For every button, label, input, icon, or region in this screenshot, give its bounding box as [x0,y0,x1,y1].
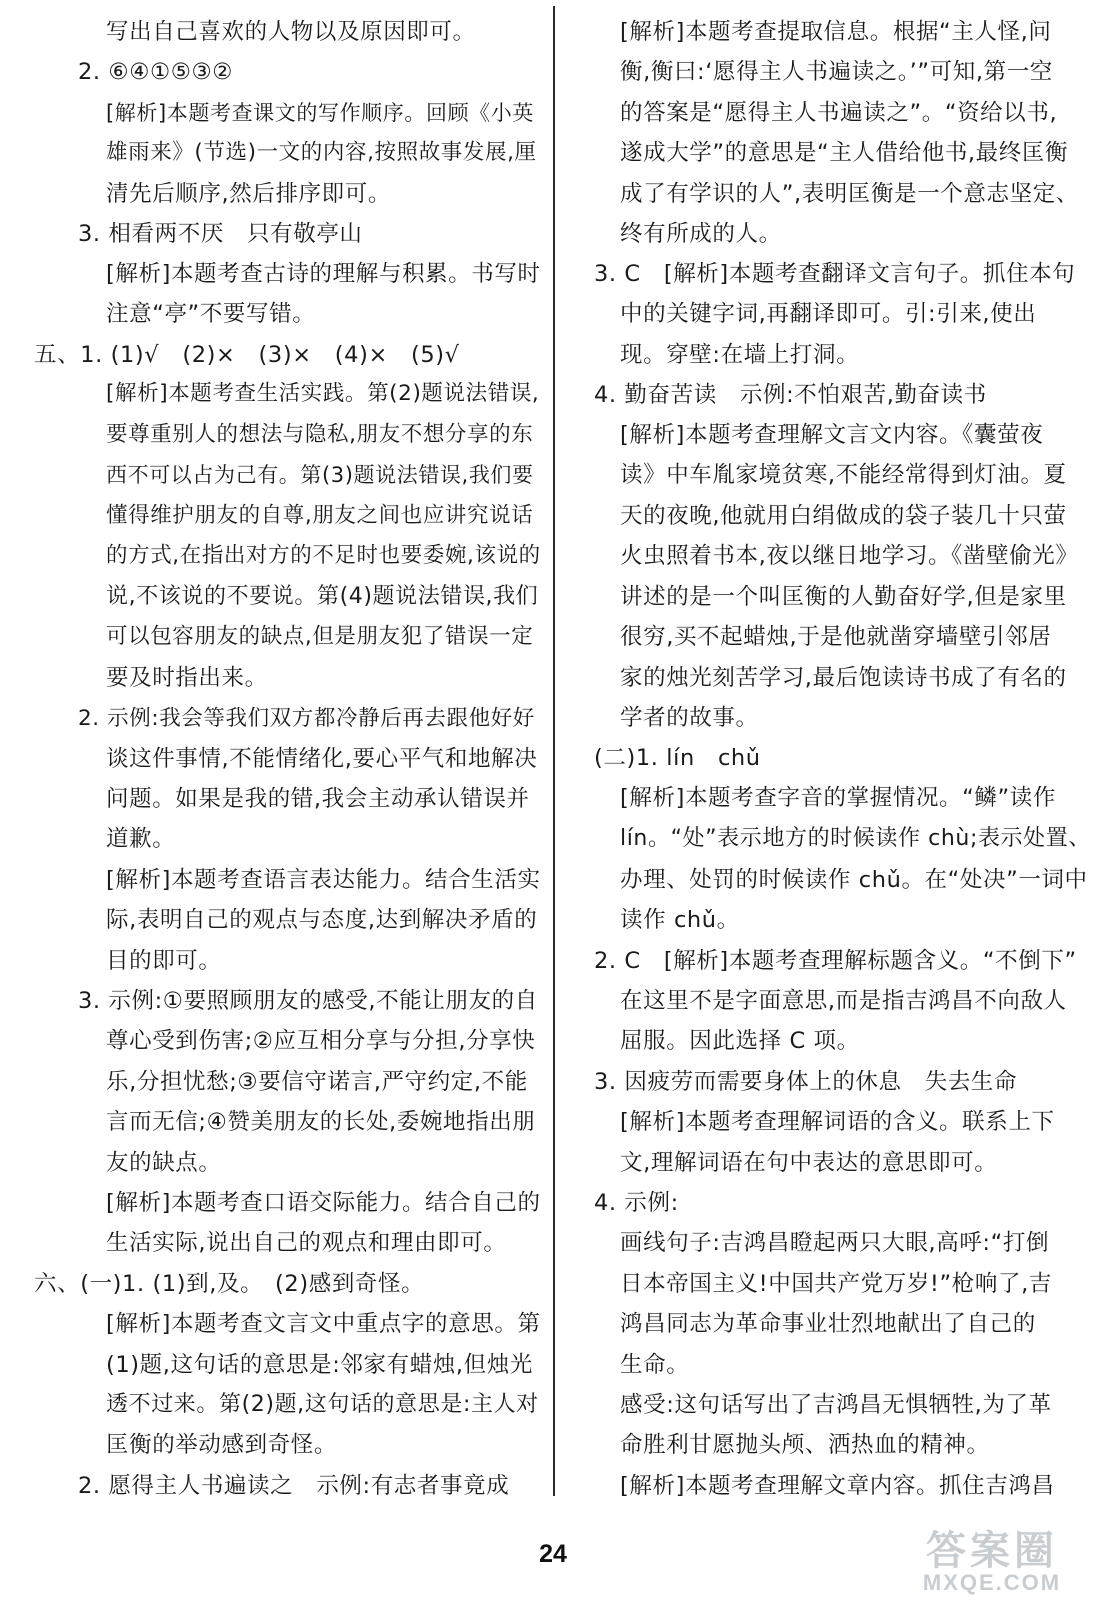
left-text-line: 友的缺点。 [106,1150,222,1176]
left-text-line: 谈这件事情,不能情绪化,要心平气和地解决 [106,746,538,772]
right-text-line: 画线句子:吉鸿昌瞪起两只大眼,高呼:“打倒 [620,1230,1050,1256]
right-text-line: 屈服。因此选择 C 项。 [620,1028,860,1054]
right-text-line: 读作 chǔ。 [620,907,740,933]
right-text-line: [解析]本题考查字音的掌握情况。“鳞”读作 [620,785,1056,811]
right-text-line: lín。“处”表示地方的时候读作 chù;表示处置、 [620,826,1091,851]
right-text-line: 天的夜晚,他就用白绢做成的袋子装几十只萤 [620,503,1067,529]
left-text-line: 匡衡的举动感到奇怪。 [106,1432,338,1458]
right-text-line: 讲述的是一个叫匡衡的人勤奋好学,但是家里 [620,584,1067,610]
right-text-line: 4. 示例: [594,1190,679,1216]
right-text-line: 读》中车胤家境贫寒,不能经常得到灯油。夏 [620,462,1067,488]
right-text-line: 衡,衡曰:‘愿得主人书遍读之。’”可知,第一空 [620,59,1053,85]
left-text-line: 透不过来。第(2)题,这句话的意思是:主人对 [106,1392,539,1417]
right-text-line: [解析]本题考查理解文章内容。抓住吉鸿昌 [620,1473,1055,1499]
watermark-url: MXQE.COM [922,1570,1062,1595]
left-text-line: 际,表明自己的观点与态度,达到解决矛盾的 [106,907,538,933]
right-text-line: 家的烛光刻苦学习,最后饱读诗书成了有名的 [620,665,1067,691]
right-text-line: [解析]本题考查理解文言文内容。《囊萤夜 [620,422,1044,448]
left-text-line: [解析]本题考查古诗的理解与积累。书写时 [106,261,541,287]
right-text-line: 4. 勤奋苦读 示例:不怕艰苦,勤奋读书 [594,382,987,408]
right-text-line: 感受:这句话写出了吉鸿昌无惧牺牲,为了革 [620,1392,1052,1418]
left-text-line: 目的即可。 [106,948,222,974]
right-text-line: 鸿昌同志为革命事业壮烈地献出了自己的 [620,1311,1036,1337]
right-text-line: 现。穿壁:在墙上打洞。 [620,342,860,368]
left-text-line: 六、(一)1. (1)到,及。 (2)感到奇怪。 [34,1271,425,1297]
left-text-line: 2. 示例:我会等我们双方都冷静后再去跟他好好 [78,706,535,731]
watermark-text: 答案圈 [926,1529,1058,1573]
left-text-line: [解析]本题考查文言文中重点字的意思。第 [106,1311,541,1337]
left-text-line: (1)题,这句话的意思是:邻家有蜡烛,但烛光 [106,1352,533,1378]
left-text-line: 3. 示例:①要照顾朋友的感受,不能让朋友的自 [78,988,538,1014]
left-text-line: 2. ⑥④①⑤③② [78,59,234,85]
left-text-line: 言而无信;④赞美朋友的长处,委婉地指出朋 [106,1109,536,1135]
right-text-line: 很穷,买不起蜡烛,于是他就凿穿墙壁引邻居 [620,624,1052,650]
right-text-line: 3. 因疲劳而需要身体上的休息 失去生命 [594,1069,1018,1095]
left-text-line: 尊心受到伤害;②应互相分享与分担,分享快 [106,1028,536,1054]
right-text-line: 在这里不是字面意思,而是指吉鸿昌不向敌人 [620,988,1067,1014]
right-text-line: (二)1. lín chǔ [594,745,761,771]
right-text-line: 终有所成的人。 [620,221,782,247]
left-text-line: 西不可以占为己有。第(3)题说法错误,我们要 [106,463,534,487]
right-text-line: [解析]本题考查理解词语的含义。联系上下 [620,1109,1055,1135]
right-text-line: 遂成大学”的意思是“主人借给他书,最终匡衡 [620,140,1069,166]
left-text-line: 乐,分担忧愁;③要信守诺言,严守约定,不能 [106,1069,528,1095]
watermark-logo [892,1530,1092,1594]
right-text-line: 学者的故事。 [620,705,759,731]
page-number: 24 [539,1540,567,1568]
left-text-line: [解析]本题考查语言表达能力。结合生活实 [106,867,541,893]
left-text-line: [解析]本题考查课文的写作顺序。回顾《小英 [106,101,534,125]
right-text-line: [解析]本题考查提取信息。根据“主人怪,问 [620,19,1052,45]
left-text-line: 要及时指出来。 [106,665,268,691]
column-divider [553,6,555,1496]
left-text-line: 可以包容朋友的缺点,但是朋友犯了错误一定 [106,624,534,649]
right-text-line: 日本帝国主义!中国共产党万岁!”枪响了,吉 [620,1271,1052,1297]
left-text-line: 要尊重别人的想法与隐私,朋友不想分享的东 [106,422,534,447]
right-text-line: 中的关键字词,再翻译即可。引:引来,使出 [620,301,1037,327]
left-text-line: 问题。如果是我的错,我会主动承认错误并 [106,786,530,812]
left-text-line: [解析]本题考查生活实践。第(2)题说法错误, [106,381,540,406]
left-text-line: 说,不该说的不要说。第(4)题说法错误,我们 [106,584,539,609]
right-text-line: 火虫照着书本,夜以继日地学习。《凿壁偷光》 [620,543,1079,569]
right-text-line: 3. C [解析]本题考查翻译文言句子。抓住本句 [594,261,1076,287]
left-text-line: 清先后顺序,然后排序即可。 [106,181,391,207]
left-text-line: 3. 相看两不厌 只有敬亭山 [78,221,363,247]
left-text-line: 注意“亭”不要写错。 [106,301,316,327]
right-text-line: 文,理解词语在句中表达的意思即可。 [620,1150,998,1176]
right-text-line: 2. C [解析]本题考查理解标题含义。“不倒下” [594,948,1077,974]
left-text-line: 写出自己喜欢的人物以及原因即可。 [106,19,476,45]
left-text-line: 五、1. (1)√ (2)× (3)× (4)× (5)√ [34,342,460,368]
left-text-line: 生活实际,说出自己的观点和理由即可。 [106,1230,507,1256]
left-text-line: 2. 愿得主人书遍读之 示例:有志者事竟成 [78,1473,510,1499]
left-text-line: 雄雨来》(节选)一文的内容,按照故事发展,厘 [106,140,537,165]
left-text-line: 的方式,在指出对方的不足时也要委婉,该说的 [106,543,541,568]
right-text-line: 生命。 [620,1352,690,1378]
left-text-line: 道歉。 [106,826,176,852]
right-text-line: 办理、处罚的时候读作 chǔ。在“处决”一词中 [620,867,1088,893]
left-text-line: [解析]本题考查口语交际能力。结合自己的 [106,1190,541,1216]
right-text-line: 的答案是“愿得主人书遍读之”。“资给以书, [620,100,1058,126]
right-text-line: 命胜利甘愿抛头颅、洒热血的精神。 [620,1432,990,1458]
left-text-line: 懂得维护朋友的自尊,朋友之间也应讲究说话 [106,503,534,528]
right-text-line: 成了有学识的人”,表明匡衡是一个意志坚定、 [620,181,1079,207]
